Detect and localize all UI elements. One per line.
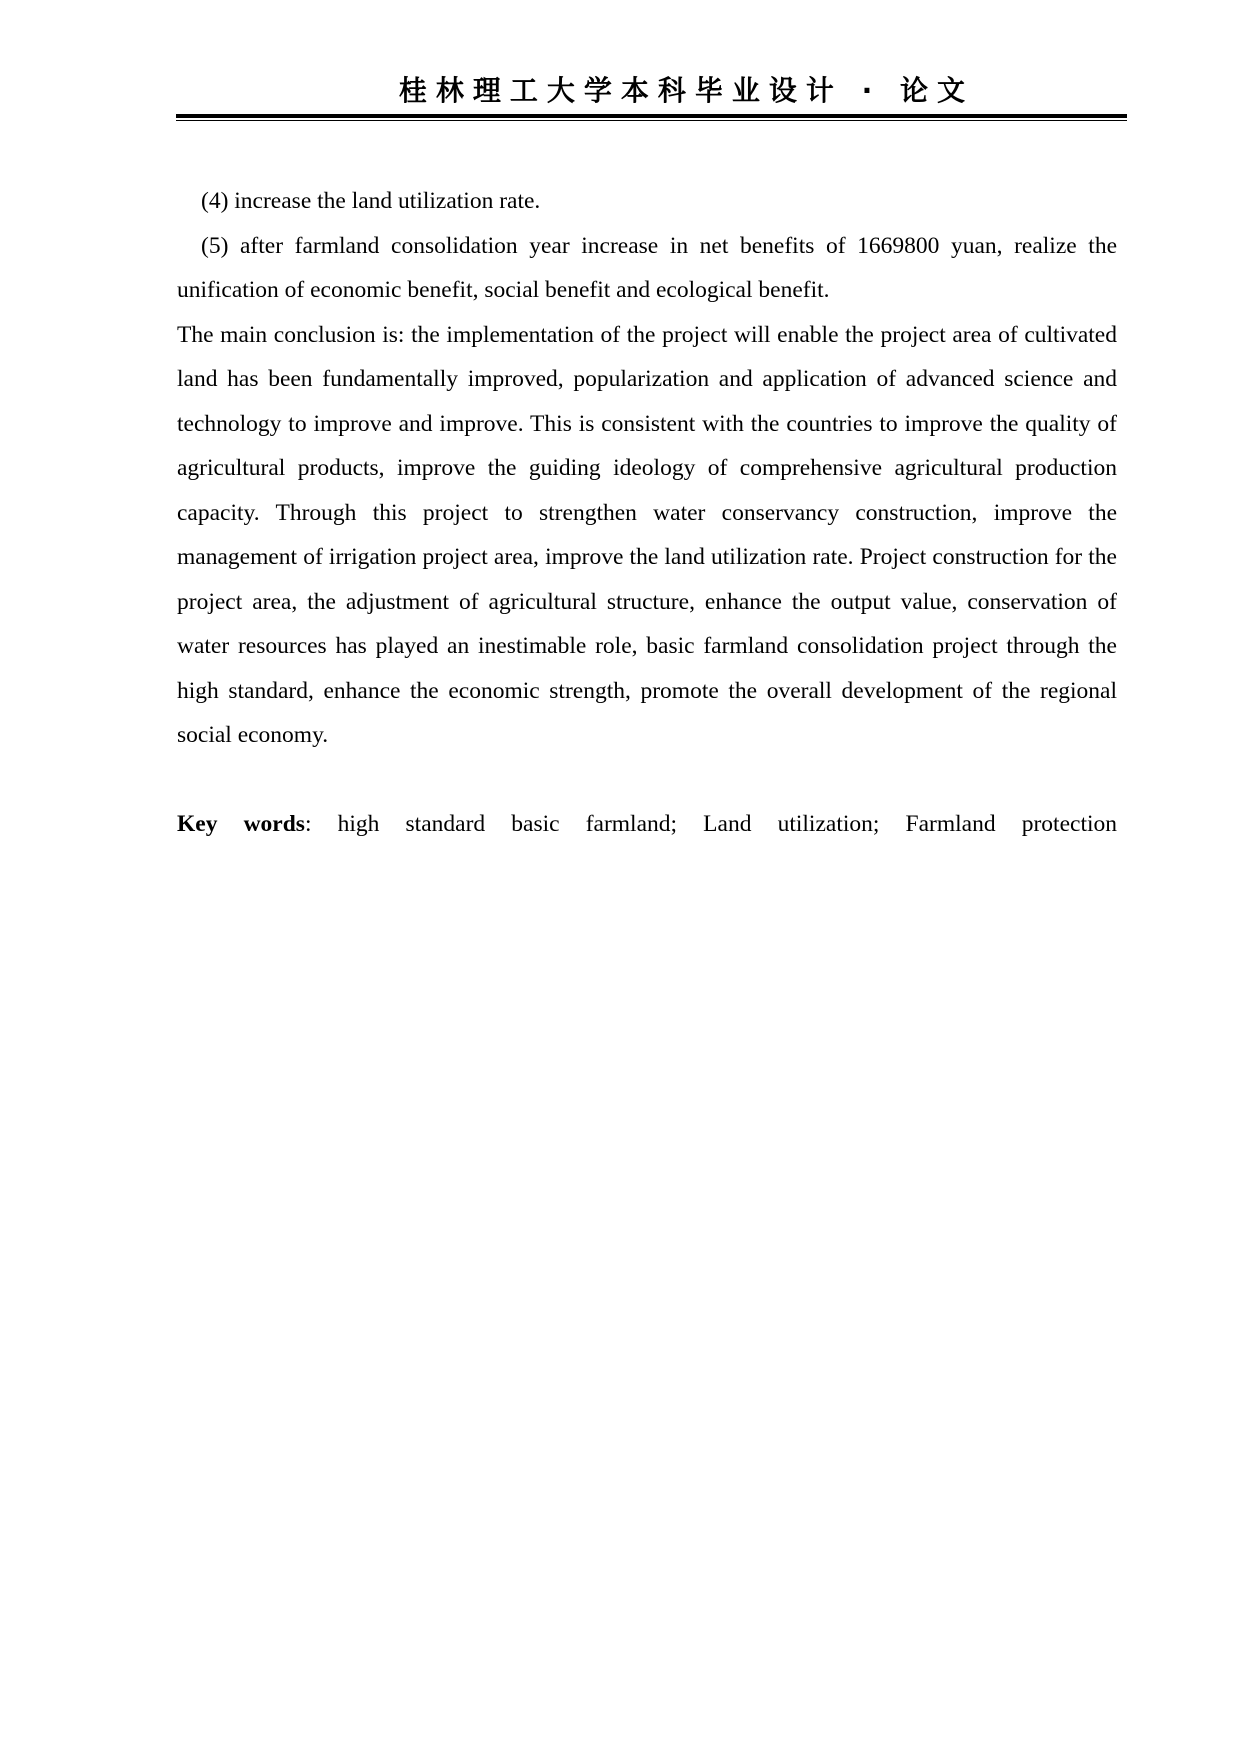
page-header	[176, 70, 1127, 122]
header-rule-thin	[176, 120, 1127, 121]
keywords-text: : high standard basic farmland; Land utilization; Farmland protection	[304, 811, 1118, 837]
paragraph-main-conclusion: The main conclusion is: the implementation of the project will enable the project area of cultivated land has been fundamentally improved, popularization and application of advanced science and technology to improve and improve. This is consistent with the countries to improve the quality of agricultural products, improve the guiding ideology of comprehensive agricultural production capacity. Through this project to strengthen water conservancy construction, improve the management of irrigation project area, improve the land utilization rate. Project construction for the project area, the adjustment of agricultural structure, enhance the output value, conservation of water resources has played an inestimable role, basic farmland consolidation project through the high standard, enhance the economic strength, promote the overall development of the regional social economy.	[177, 321, 1117, 748]
keywords-label: Key words	[177, 811, 305, 837]
abstract-body	[177, 179, 1117, 847]
header-rule-thick	[176, 114, 1127, 118]
paragraph-item-5: (5) after farmland consolidation year increase in net benefits of 1669800 yuan, realize the unification of economic benefit, social benefit and ecological benefit.	[177, 232, 1117, 303]
paragraph-item-4: (4) increase the land utilization rate.	[201, 188, 541, 214]
keywords-line	[177, 802, 1117, 847]
header-title: 桂林理工大学本科毕业设计 · 论文	[398, 74, 975, 107]
